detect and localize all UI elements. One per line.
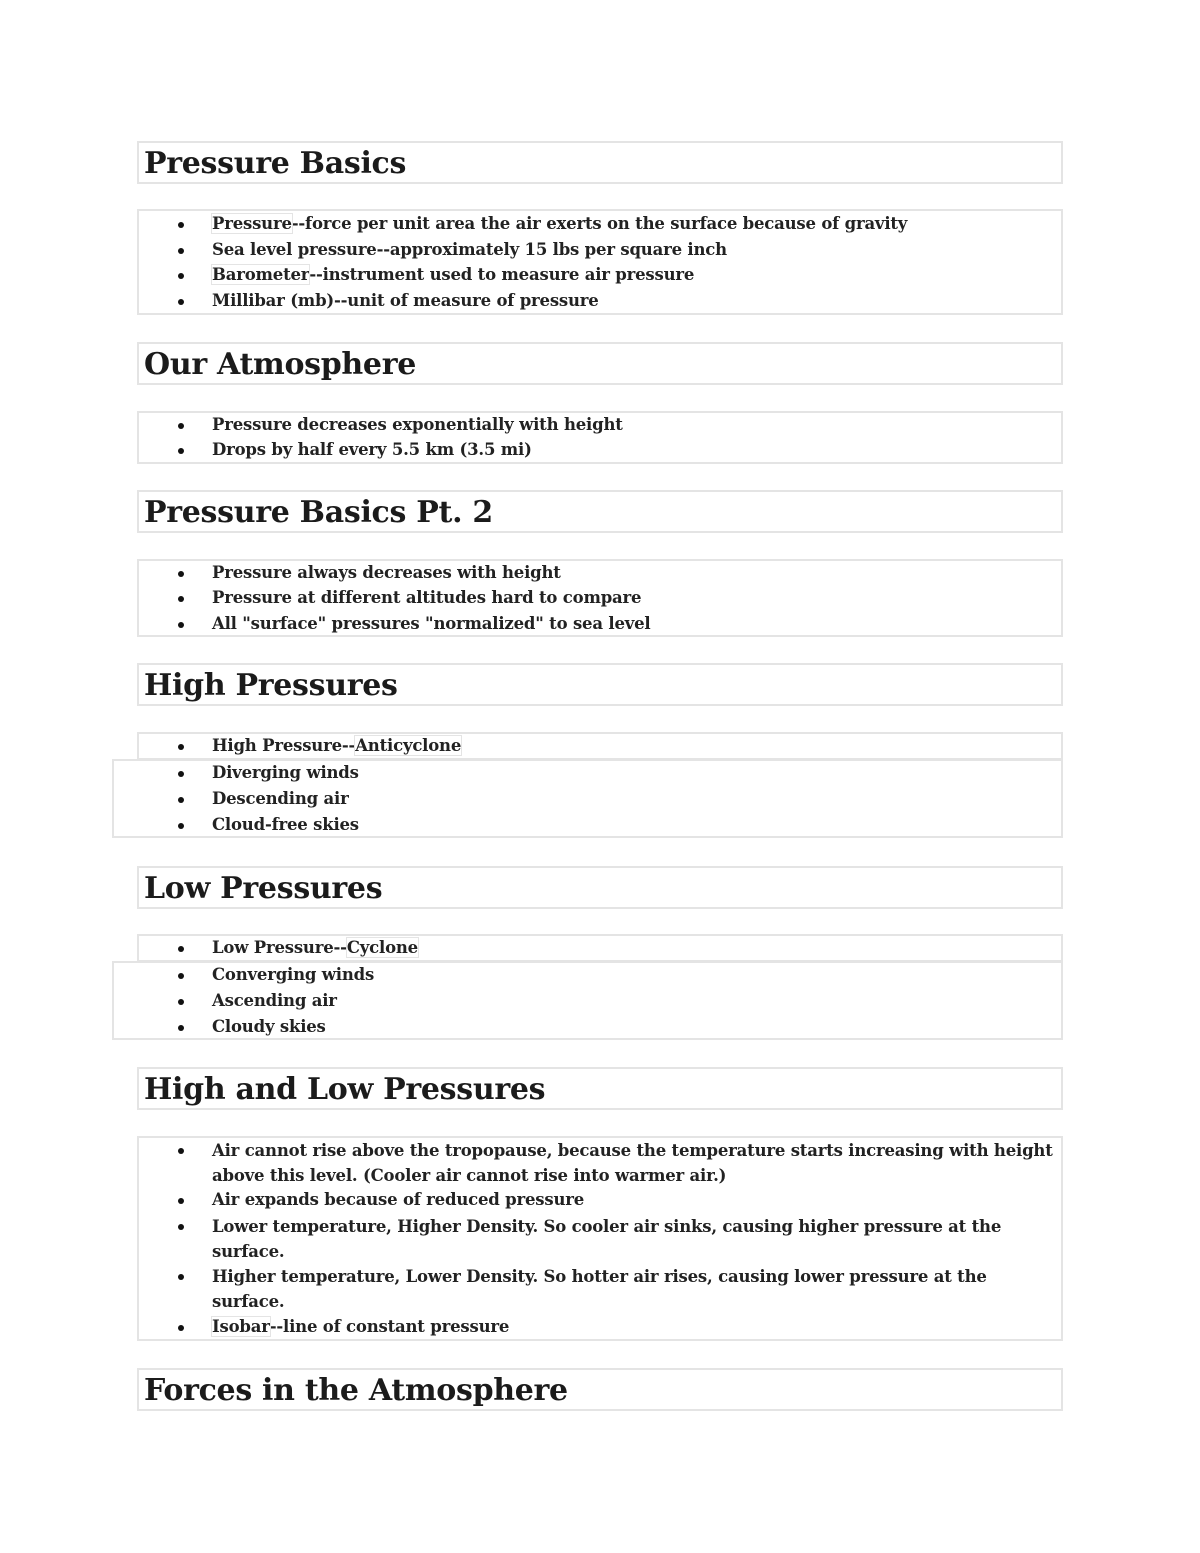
bullet-icon bbox=[178, 423, 184, 429]
list-item-text: Lower temperature, Higher Density. So cooler air sinks, causing higher pressure at the surface. bbox=[212, 1217, 1002, 1261]
section-heading-box bbox=[137, 1067, 1063, 1110]
list-item-text: Drops by half every 5.5 km (3.5 mi) bbox=[212, 440, 532, 459]
section-heading: Forces in the Atmosphere bbox=[144, 1373, 568, 1408]
bullet-icon bbox=[178, 946, 184, 952]
list-item-text: Sea level pressure--approximately 15 lbs per square inch bbox=[212, 240, 727, 259]
bullet-icon bbox=[178, 1224, 184, 1230]
bullet-icon bbox=[178, 1198, 184, 1204]
bullet-icon bbox=[178, 1025, 184, 1031]
list-item-text: Pressure always decreases with height bbox=[212, 563, 561, 582]
section-heading-box bbox=[137, 1368, 1063, 1411]
list-item-text: Descending air bbox=[212, 789, 349, 808]
list-item-text: Pressure at different altitudes hard to compare bbox=[212, 588, 642, 607]
bullet-icon bbox=[178, 973, 184, 979]
section-heading: Low Pressures bbox=[144, 871, 383, 906]
term: Barometer bbox=[212, 265, 310, 284]
term: Pressure bbox=[212, 214, 292, 233]
list-item-text: Higher temperature, Lower Density. So hotter air rises, causing lower pressure at the surface. bbox=[212, 1267, 987, 1311]
definition: --instrument used to measure air pressure bbox=[309, 265, 695, 284]
list-item-text: Air cannot rise above the tropopause, because the temperature starts increasing with height above this level. (Cooler air cannot rise into warmer air.) bbox=[212, 1141, 1053, 1185]
list-item-text: Cloud-free skies bbox=[212, 815, 359, 834]
bullet-icon bbox=[178, 299, 184, 305]
bullet-icon bbox=[178, 999, 184, 1005]
bullet-icon bbox=[178, 596, 184, 602]
bullet-icon bbox=[178, 571, 184, 577]
section-heading: Pressure Basics bbox=[144, 146, 407, 181]
section-heading: High and Low Pressures bbox=[144, 1072, 546, 1107]
bullet-icon bbox=[178, 1325, 184, 1331]
section-heading-box bbox=[137, 342, 1063, 385]
list-item-prefix: Low Pressure-- bbox=[212, 938, 347, 957]
bullet-icon bbox=[178, 744, 184, 750]
bullet-icon bbox=[178, 622, 184, 628]
bullet-icon bbox=[178, 1274, 184, 1280]
term: Isobar bbox=[212, 1317, 270, 1336]
section-heading: High Pressures bbox=[144, 668, 398, 703]
list-item-text: Millibar (mb)--unit of measure of pressure bbox=[212, 291, 599, 310]
bullet-icon bbox=[178, 222, 184, 228]
list-item-text: Air expands because of reduced pressure bbox=[212, 1190, 585, 1209]
bullet-icon bbox=[178, 273, 184, 279]
section-heading: Our Atmosphere bbox=[144, 347, 417, 382]
list-item-prefix: High Pressure-- bbox=[212, 736, 356, 755]
term: Anticyclone bbox=[355, 736, 462, 755]
bullet-icon bbox=[178, 771, 184, 777]
definition: --force per unit area the air exerts on the surface because of gravity bbox=[291, 214, 908, 233]
list-item-text: Diverging winds bbox=[212, 763, 359, 782]
bullet-icon bbox=[178, 448, 184, 454]
bullet-icon bbox=[178, 797, 184, 803]
definition: --line of constant pressure bbox=[269, 1317, 510, 1336]
section-heading-box bbox=[137, 141, 1063, 184]
list-item-text: Ascending air bbox=[212, 991, 337, 1010]
section-heading-box bbox=[137, 663, 1063, 706]
list-item-text: Cloudy skies bbox=[212, 1017, 326, 1036]
bullet-icon bbox=[178, 248, 184, 254]
section-heading-box bbox=[137, 866, 1063, 909]
list-item-text: Converging winds bbox=[212, 965, 375, 984]
term: Cyclone bbox=[346, 938, 418, 957]
section-heading: Pressure Basics Pt. 2 bbox=[144, 495, 493, 530]
list-item-text: Pressure decreases exponentially with height bbox=[212, 415, 623, 434]
bullet-icon bbox=[178, 1148, 184, 1154]
list-item-text: All "surface" pressures "normalized" to sea level bbox=[212, 614, 651, 633]
bullet-icon bbox=[178, 823, 184, 829]
section-heading-box bbox=[137, 490, 1063, 533]
